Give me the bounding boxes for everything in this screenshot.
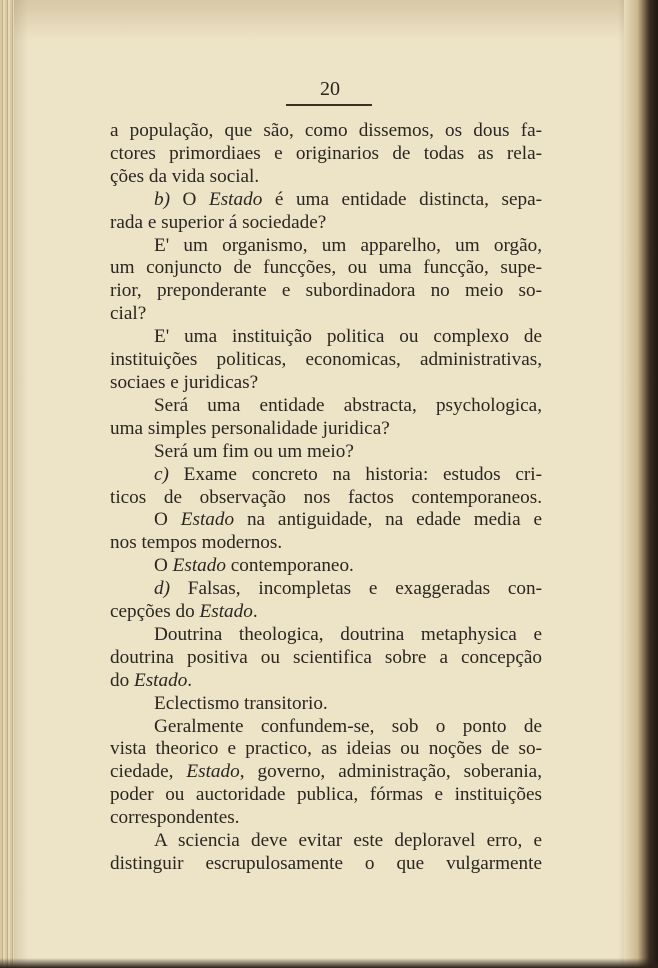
- text-line: do Estado.: [110, 669, 193, 691]
- text-line: vista theorico e practico, as ideias ou noções de so-: [110, 738, 542, 760]
- text-line: ctores primordiaes e originarios de todas as rela-: [110, 142, 542, 164]
- header-rule: [286, 104, 372, 106]
- text-line: Geralmente confundem-se, sob o ponto de: [154, 715, 542, 737]
- text-line: A sciencia deve evitar este deploravel erro, e: [154, 830, 542, 852]
- page-stack-left-edge: [0, 0, 14, 968]
- text-line: ticos de observação nos factos contemporaneos.: [110, 486, 542, 508]
- text-line: a população, que são, como dissemos, os dous fa-: [110, 120, 542, 141]
- text-line: d) Falsas, incompletas e exaggeradas con-: [154, 578, 542, 600]
- page-number: 20: [320, 78, 340, 100]
- text-line: O Estado contemporaneo.: [154, 555, 354, 577]
- text-line: poder ou auctoridade publica, fórmas e instituições: [110, 784, 542, 806]
- text-line: sociaes e juridicas?: [110, 371, 259, 393]
- text-line: Será uma entidade abstracta, psychologica,: [154, 394, 542, 416]
- text-line: doutrina positiva ou scientifica sobre a concepção: [110, 646, 542, 668]
- text-line: O Estado na antiguidade, na edade media e: [154, 509, 543, 531]
- text-line: rada e superior á sociedade?: [110, 211, 327, 233]
- text-line: ciedade, Estado, governo, administração, soberania,: [110, 761, 542, 783]
- page-bottom-shadow: [0, 958, 658, 968]
- book-spine-shadow: [624, 0, 658, 968]
- text-line: instituições politicas, economicas, administrativas,: [110, 349, 542, 371]
- text-line: Eclectismo transitorio.: [154, 692, 328, 714]
- text-line: nos tempos modernos.: [110, 532, 283, 554]
- text-line: Doutrina theologica, doutrina metaphysica e: [154, 623, 542, 645]
- text-line: correspondentes.: [110, 807, 240, 829]
- text-line: b) O Estado é uma entidade distincta, sepa-: [154, 188, 542, 210]
- text-line: cial?: [110, 303, 147, 325]
- text-line: E' um organismo, um apparelho, um orgão,: [154, 234, 542, 256]
- text-line: rior, preponderante e subordinadora no meio so-: [110, 280, 542, 302]
- text-line: cepções do Estado.: [110, 601, 258, 623]
- text-line: distinguir escrupulosamente o que vulgarmente: [110, 853, 542, 874]
- text-line: Será um fim ou um meio?: [154, 440, 354, 462]
- text-line: ções da vida social.: [110, 165, 260, 187]
- text-line: um conjuncto de funcções, ou uma funcção, supe-: [110, 257, 542, 279]
- body-text: [110, 120, 542, 876]
- text-line: uma simples personalidade juridica?: [110, 417, 390, 439]
- text-line: E' uma instituição politica ou complexo de: [154, 326, 542, 348]
- text-line: c) Exame concreto na historia: estudos cri-: [154, 463, 542, 485]
